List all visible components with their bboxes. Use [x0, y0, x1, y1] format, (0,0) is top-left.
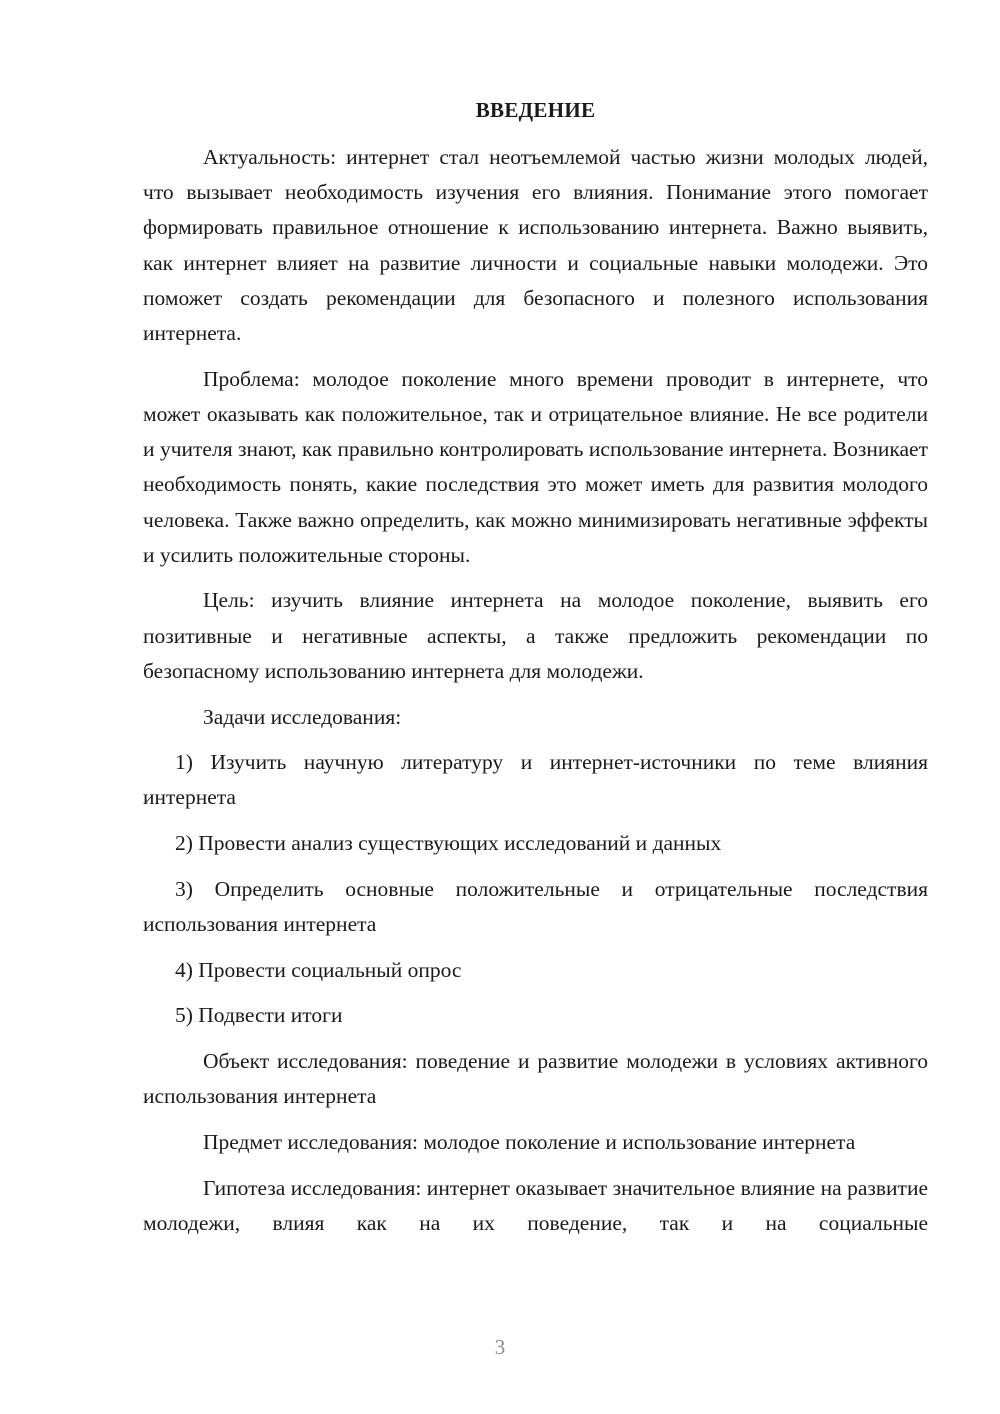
- paragraph-object: Объект исследования: поведение и развитие молодежи в условиях активного использования интернета: [143, 1049, 928, 1109]
- page-number: 3: [494, 1335, 506, 1359]
- paragraph-goal: Цель: изучить влияние интернета на молодое поколение, выявить его позитивные и негативные аспекты, а также предложить рекомендации по безопасному использованию интернета для молодежи.: [143, 588, 928, 683]
- paragraph-tasks-heading: Задачи исследования:: [203, 704, 402, 729]
- task-item-2: 2) Провести анализ существующих исследований и данных: [175, 831, 722, 856]
- paragraph-subject: Предмет исследования: молодое поколение и использование интернета: [203, 1130, 856, 1155]
- paragraph-hypothesis: Гипотеза исследования: интернет оказывает значительное влияние на развитие молодежи, влияя как на их поведение, так и на социальные: [143, 1175, 928, 1235]
- paragraph-relevance: Актуальность: интернет стал неотъемлемой частью жизни молодых людей, что вызывает необходимость изучения его влияния. Понимание этого помогает формировать правильное отношение к использованию интернета. Важно выявить, как интернет влияет на развитие личности и социальные навыки молодежи. Это поможет создать рекомендации для безопасного и полезного использования интернета.: [143, 145, 928, 346]
- page-content: [143, 93, 928, 1252]
- task-item-1: 1) Изучить научную литературу и интернет-источники по теме влияния интернета: [143, 750, 928, 810]
- task-item-3: 3) Определить основные положительные и отрицательные последствия использования интернета: [143, 876, 928, 937]
- section-title: ВВЕДЕНИЕ: [475, 98, 596, 122]
- paragraph-problem: Проблема: молодое поколение много времени проводит в интернете, что может оказывать как положительное, так и отрицательное влияние. Не все родители и учителя знают, как правильно контролировать использование интернета. Возникает необходимость понять, какие последствия это может иметь для развития молодого человека. Также важно определить, как можно минимизировать негативные эффекты и усилить положительные стороны.: [143, 366, 928, 567]
- task-item-4: 4) Провести социальный опрос: [175, 957, 462, 982]
- task-item-5: 5) Подвести итоги: [175, 1003, 343, 1028]
